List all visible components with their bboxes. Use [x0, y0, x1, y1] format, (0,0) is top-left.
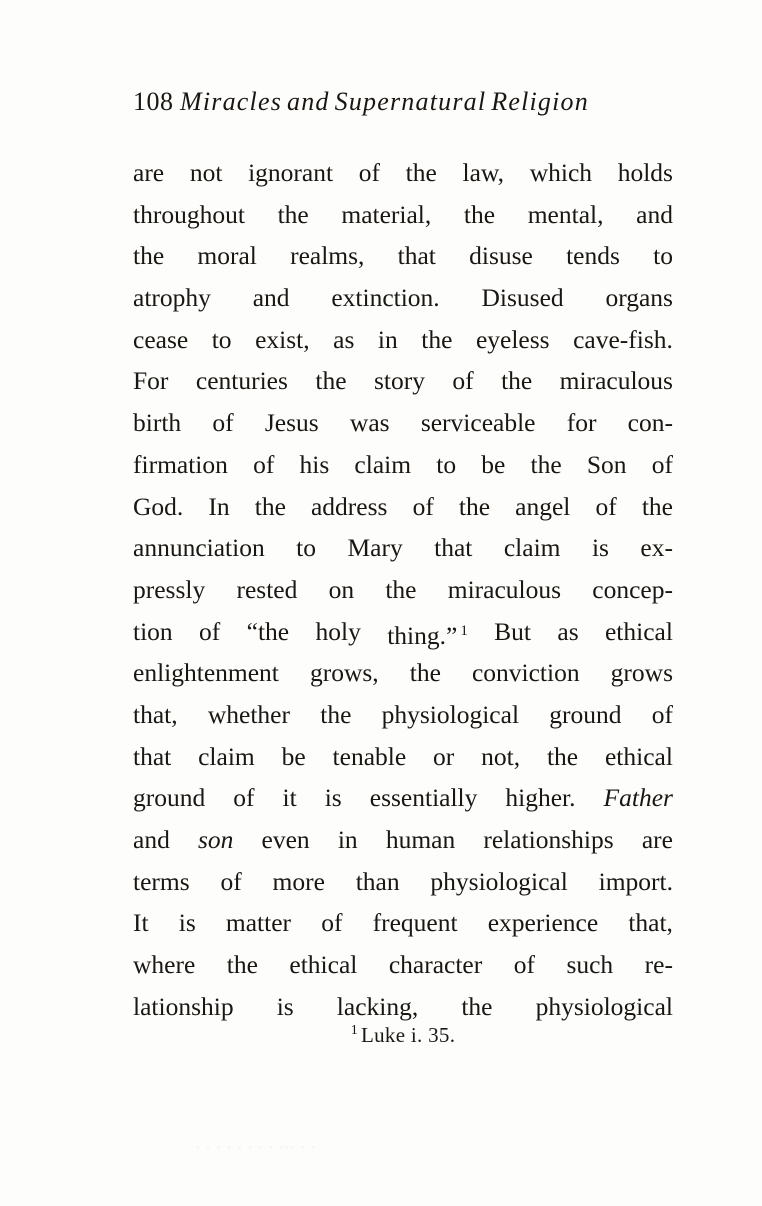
word: the — [315, 366, 347, 396]
word: not, — [481, 741, 521, 771]
word: of — [220, 866, 242, 896]
text-line — [133, 527, 673, 569]
text-line — [133, 986, 673, 1028]
body-text — [133, 152, 673, 1027]
word: annunciation — [133, 533, 265, 563]
word: be — [481, 449, 506, 479]
word: For — [133, 366, 169, 396]
emphasized-word: Father — [603, 783, 673, 813]
word: ground — [133, 783, 206, 813]
word: conviction — [471, 658, 580, 688]
word: of — [651, 449, 673, 479]
word: experience — [487, 908, 599, 938]
word: the — [405, 158, 437, 187]
text-line — [133, 402, 673, 444]
word: ex- — [640, 533, 673, 563]
word: physiological — [381, 699, 520, 729]
word: birth — [133, 408, 182, 438]
word: than — [355, 866, 400, 896]
word: In — [208, 491, 230, 521]
word-with-footnote-ref — [387, 611, 468, 653]
page-header — [133, 88, 633, 117]
word: It — [133, 908, 149, 938]
word: relationships — [483, 825, 614, 854]
word: claim — [503, 533, 561, 563]
word: the — [409, 658, 441, 688]
scan-artifact-smudge: . . . . . . . . ... . . — [196, 1136, 317, 1151]
text-line — [133, 694, 673, 736]
text-line — [133, 777, 673, 819]
word: the — [501, 366, 533, 396]
word: character — [388, 950, 483, 980]
word: even — [261, 825, 310, 854]
word: on — [328, 574, 355, 604]
word: the — [530, 449, 562, 479]
word: organs — [605, 283, 673, 313]
word: of — [412, 491, 434, 521]
text-line — [133, 902, 673, 944]
word: moral — [197, 241, 257, 271]
word: mental, — [527, 199, 604, 229]
word: atrophy — [133, 283, 211, 313]
word: claim — [198, 741, 255, 771]
word: that, — [133, 699, 178, 729]
text-line — [133, 736, 673, 778]
word: the — [421, 324, 453, 354]
word: is — [178, 908, 196, 938]
word: that — [133, 741, 172, 771]
word: holy — [315, 616, 361, 646]
folio-number: 108 — [133, 87, 174, 116]
word: Mary — [347, 533, 403, 563]
word: the — [546, 741, 579, 771]
word: con- — [627, 408, 673, 438]
word: tion — [133, 616, 173, 646]
word: miraculous — [559, 366, 673, 396]
word: the — [226, 950, 258, 980]
word: rested — [236, 574, 298, 604]
word: for — [566, 408, 597, 438]
word: eyeless — [475, 324, 550, 354]
text-line — [133, 944, 673, 986]
word: as — [557, 616, 579, 646]
text-line — [133, 569, 673, 611]
word: ground — [549, 699, 622, 729]
word: as — [333, 324, 355, 354]
text-line — [133, 444, 673, 486]
word: ethical — [604, 616, 673, 646]
word: is — [591, 533, 609, 563]
word: terms — [133, 866, 190, 896]
word: law, — [462, 158, 505, 187]
word: of — [513, 950, 535, 980]
word: of — [595, 491, 617, 521]
word: of — [253, 449, 275, 479]
word: serviceable — [420, 408, 536, 438]
word: exist, — [255, 324, 310, 354]
text-line — [133, 152, 673, 194]
word: human — [385, 825, 456, 854]
word: higher. — [505, 783, 576, 813]
word: that — [397, 241, 436, 271]
word: of — [321, 908, 343, 938]
word: physiological — [430, 866, 568, 896]
word: the — [133, 241, 165, 271]
word: pressly — [133, 574, 206, 604]
word: address — [310, 491, 388, 521]
word: that — [434, 533, 473, 563]
word: that, — [628, 908, 673, 938]
word: lacking, — [336, 991, 419, 1021]
text-line — [133, 486, 673, 528]
word: re- — [644, 950, 673, 980]
word: and — [252, 283, 290, 313]
word: holds — [617, 158, 673, 187]
word: frequent — [372, 908, 458, 938]
word: Disused — [481, 283, 564, 313]
word: thing.” — [387, 621, 458, 651]
word: in — [377, 324, 398, 354]
footnote-text: Luke i. 35. — [361, 1023, 456, 1047]
word: firmation — [133, 449, 228, 479]
word: the — [458, 491, 491, 521]
word: of — [199, 616, 221, 646]
word: cave-fish. — [573, 324, 673, 354]
emphasized-word: son — [197, 825, 234, 854]
word: was — [349, 408, 390, 438]
word: in — [337, 825, 358, 854]
word: or — [433, 741, 455, 771]
word: But — [494, 616, 532, 646]
word: such — [566, 950, 614, 980]
word: material, — [341, 199, 432, 229]
word: of — [212, 408, 234, 438]
word: the — [641, 491, 673, 521]
text-line — [133, 652, 673, 694]
word: his — [299, 449, 330, 479]
word: be — [281, 741, 306, 771]
word: the — [461, 991, 493, 1021]
word: of — [651, 699, 673, 729]
text-line — [133, 611, 673, 653]
word: of — [452, 366, 474, 396]
word: ethical — [289, 950, 358, 980]
word: whether — [207, 699, 290, 729]
word: are — [133, 158, 165, 187]
word: of — [358, 158, 380, 187]
word: ignorant — [248, 158, 334, 187]
word: are — [641, 825, 673, 854]
word: the — [320, 699, 352, 729]
word: angel — [515, 491, 571, 521]
running-title — [180, 87, 594, 116]
text-line — [133, 861, 673, 903]
word: disuse — [469, 241, 533, 271]
word: ethical — [604, 741, 673, 771]
word: it — [282, 783, 297, 813]
word: throughout — [133, 199, 245, 229]
running-title-word: Religion — [491, 87, 589, 116]
text-line — [133, 819, 673, 861]
running-title-word: Miracles — [180, 87, 283, 116]
word: to — [653, 241, 673, 271]
word: tenable — [332, 741, 407, 771]
word: Son — [586, 449, 627, 479]
word: matter — [225, 908, 292, 938]
word: grows — [610, 658, 673, 688]
text-line — [133, 235, 673, 277]
footnote-marker: 1 — [350, 1023, 358, 1038]
word: the — [385, 574, 417, 604]
footnote — [133, 1023, 673, 1048]
word: to — [211, 324, 232, 354]
word: the — [463, 199, 496, 229]
text-line — [133, 194, 673, 236]
word: which — [529, 158, 593, 187]
word: centuries — [195, 366, 288, 396]
text-line — [133, 360, 673, 402]
word: to — [296, 533, 317, 563]
word: to — [436, 449, 457, 479]
text-line — [133, 277, 673, 319]
word: and — [636, 199, 673, 229]
word: is — [324, 783, 342, 813]
word: story — [373, 366, 425, 396]
word: not — [189, 158, 223, 187]
word: concep- — [592, 574, 673, 604]
running-title-word: Supernatural — [334, 87, 487, 116]
word: where — [133, 950, 196, 980]
word: the — [277, 199, 309, 229]
word: lationship — [133, 991, 234, 1021]
footnote-reference: 1 — [460, 622, 468, 639]
text-line — [133, 319, 673, 361]
word: grows, — [309, 658, 379, 688]
word: extinction. — [331, 283, 440, 313]
word: and — [133, 825, 170, 854]
word: God. — [133, 491, 184, 521]
word: import. — [598, 866, 673, 896]
word: physiological — [535, 991, 673, 1021]
word: is — [276, 991, 294, 1021]
running-title-word: and — [287, 87, 330, 116]
word: realms, — [290, 241, 365, 271]
word: the — [254, 491, 286, 521]
word: miraculous — [447, 574, 562, 604]
word: more — [272, 866, 325, 896]
word: “the — [246, 616, 290, 646]
word: tends — [566, 241, 620, 271]
word: Jesus — [264, 408, 319, 438]
word: enlightenment — [133, 658, 279, 688]
word: of — [233, 783, 255, 813]
word: essentially — [369, 783, 478, 813]
word: cease — [133, 324, 189, 354]
word: claim — [354, 449, 412, 479]
